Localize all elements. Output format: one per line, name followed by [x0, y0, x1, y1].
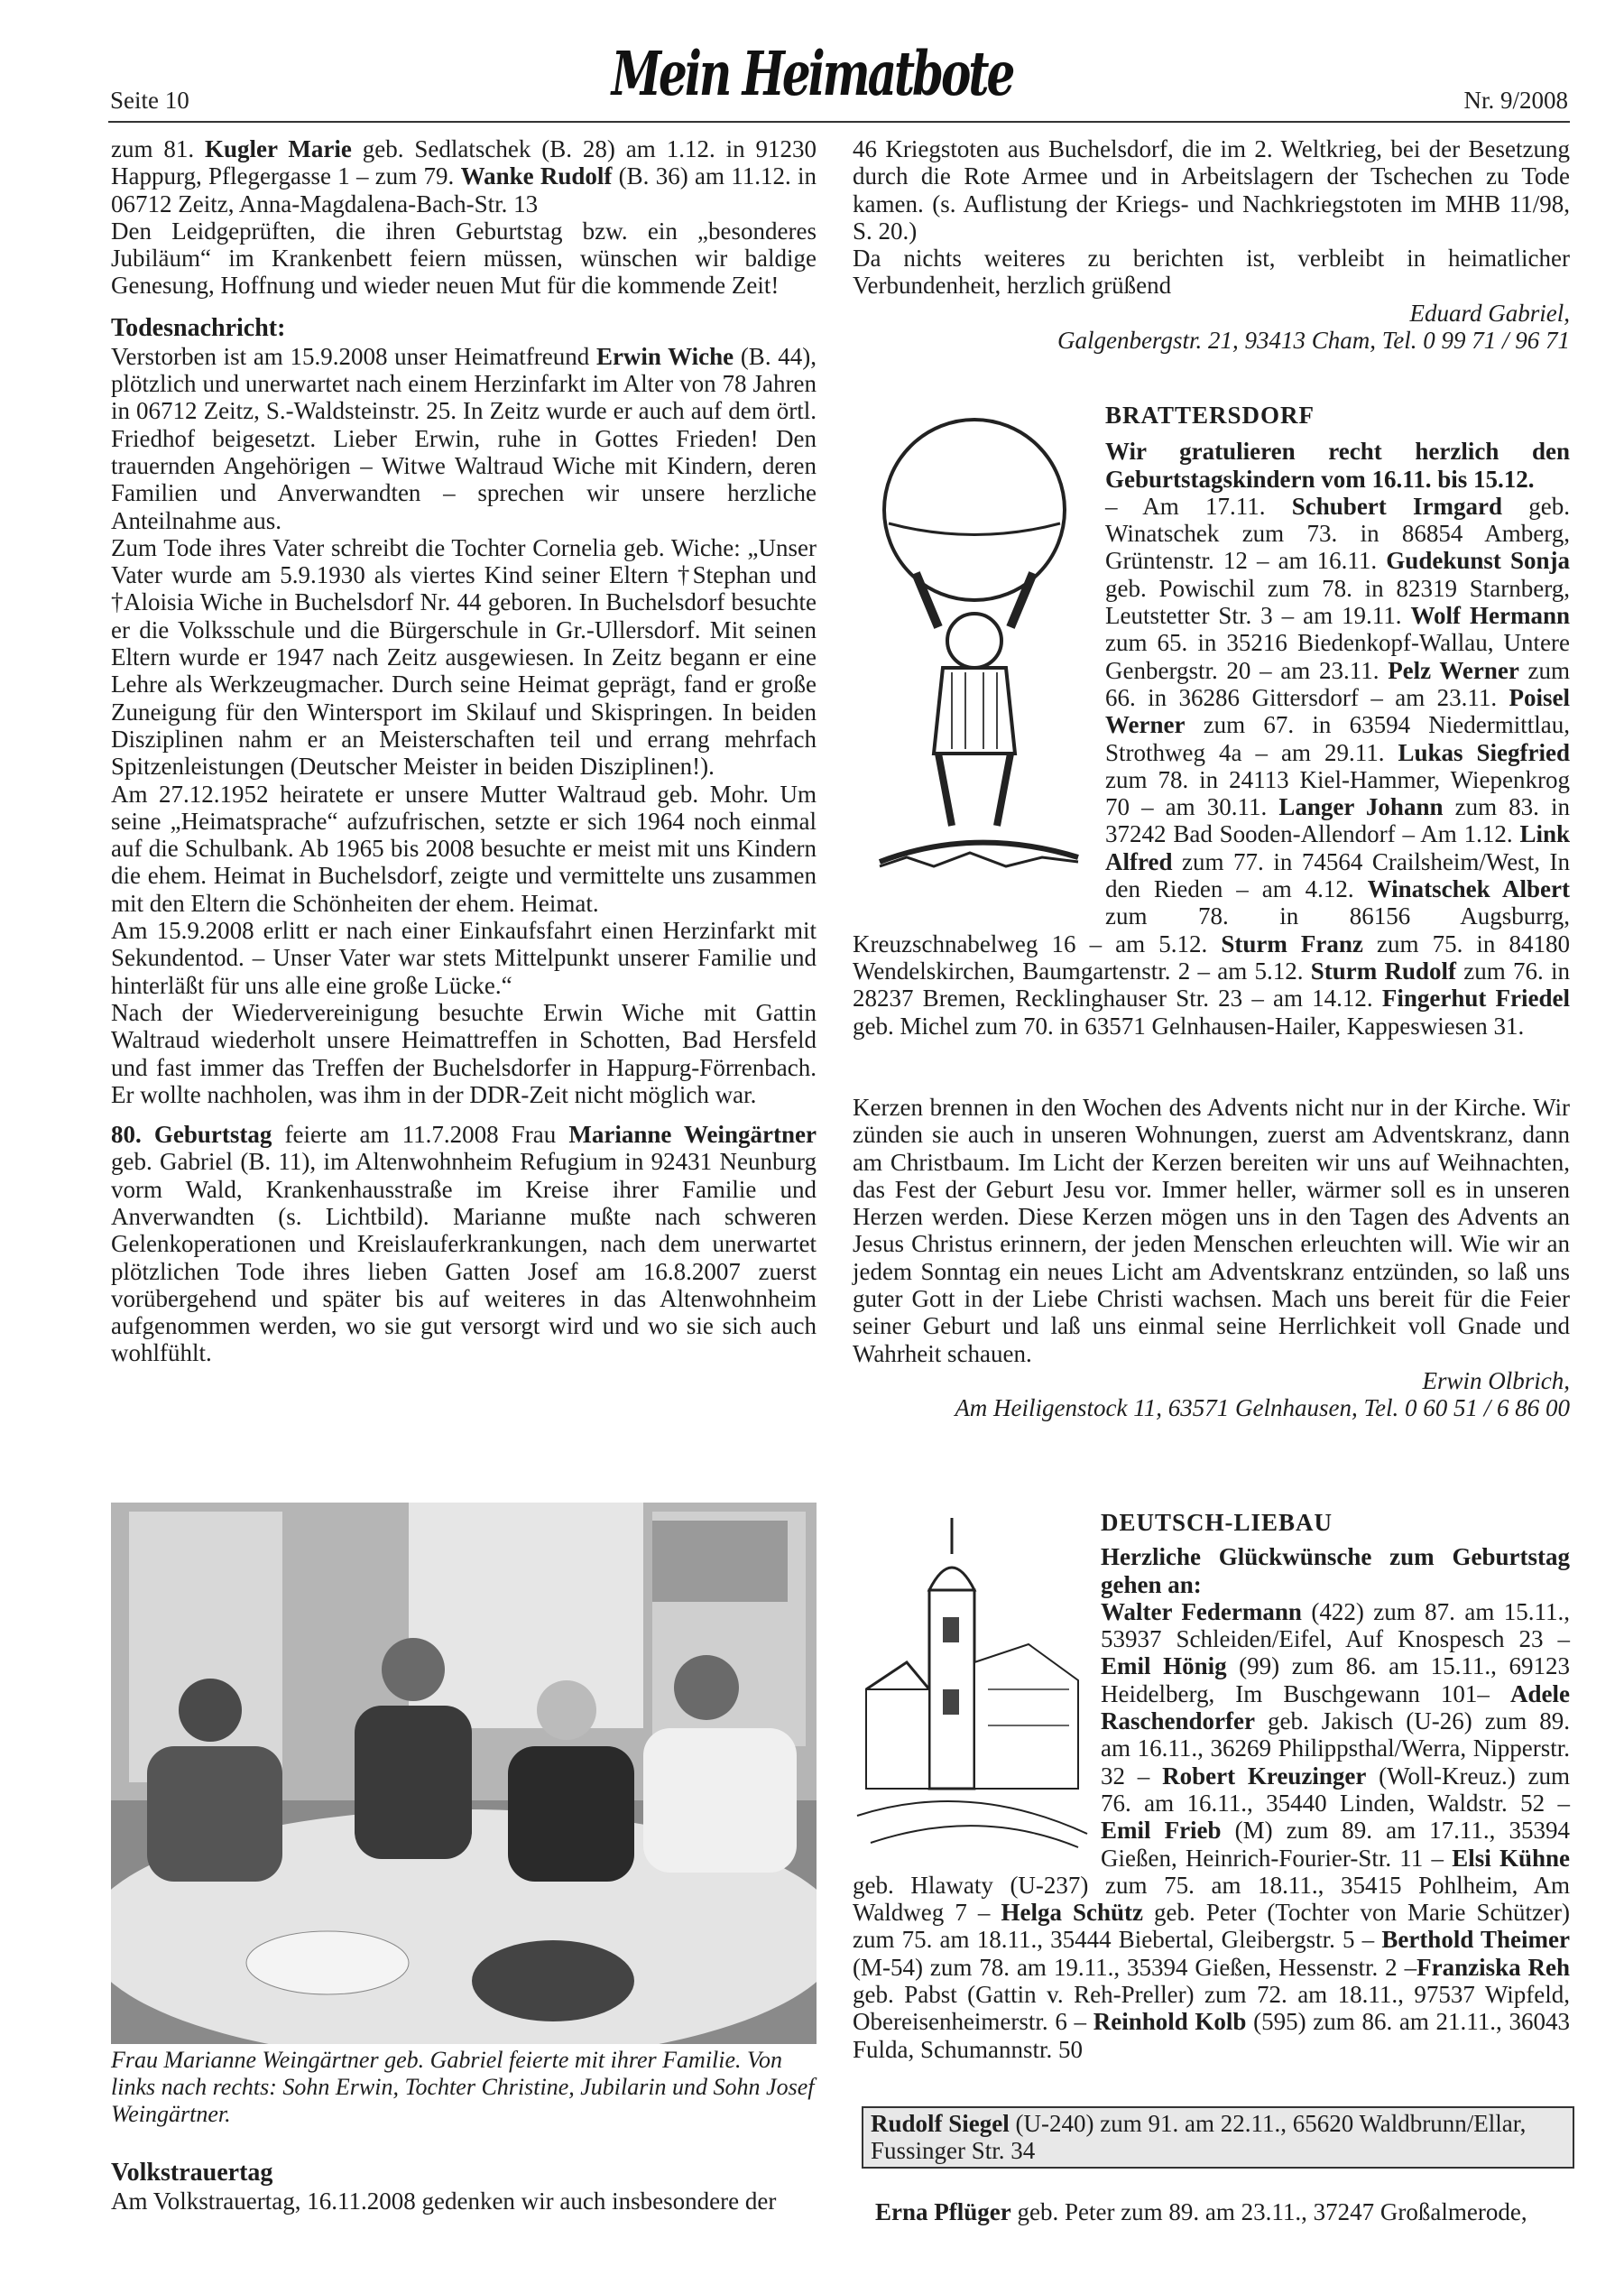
church-illustration: [853, 1509, 1092, 1852]
paragraph: Zum Tode ihres Vater schreibt die Tochter Cornelia geb. Wiche: „Unser Vater wurde am 5.9.1930 als viertes Kind seiner Eltern †Stephan und †Aloisia Wiche in Buchelsdorf Nr. 44 geboren. In Buchelsdorf besuchte er die Volksschule und die Bürgerschule in Gr.-Ullersdorf. Mit seinen Eltern wurde er 1947 nach Zeitz ausgewiesen. In Zeitz begann er eine Lehre als Werkzeugmacher. Durch seine Heimat geprägt, fand er große Zuneigung für den Wintersport im Skilauf und Skispringen. In beiden Disziplinen nahm er an Meisterschaften teil und errang mehrfach Spitzenleistungen (Deutscher Meister in beiden Disziplinen!).: [111, 533, 817, 781]
text-run: zum 66. in 36286 Gittersdorf – am 23.11.: [1105, 656, 1571, 711]
family-photo-image: [111, 1503, 817, 2044]
atlas-statue-illustration: [853, 402, 1096, 907]
text-run: (422) zum 87. am 15.11., 53937 Schleiden/Eifel, Auf Knospesch 23 –: [1101, 1597, 1571, 1653]
bold-name: Emil Frieb: [1101, 1817, 1222, 1845]
bold-name: Berthold Theimer: [1381, 1926, 1570, 1954]
text-run: (M) zum 89. am 17.11., 35394 Gießen, Heinrich-Fourier-Str. 11 –: [1101, 1817, 1570, 1872]
advent-paragraph: Kerzen brennen in den Wochen des Advents nicht nur in der Kirche. Wir zünden sie auch in unseren Wohnungen, zuerst am Adventskranz, dann am Christbaum. Im Licht der Kerzen bereiten wir uns auf Weihnachten, das Fest der Geburt Jesu vor. Immer heller, wärmer soll es in unseren Herzen werden. Diese Kerzen mögen uns in den Tagen des Advents an Jesus Christus erinnern, der jeden Menschen erleuchten will. Wie wir an jedem Sonntag ein neues Licht am Adventskranz entzünden, so laß uns guter Gott in der Liebe Christi wachsen. Mach uns bereit für die Feier seiner Geburt und laß uns einmal seine Herrlichkeit voll Gnade und Wahrheit schauen.: [853, 1094, 1570, 1367]
text-run: feierte am 11.7.2008 Frau: [272, 1121, 569, 1149]
text-run: zum 65. in 35216 Biedenkopf-Wallau, Untere Genbergstr. 20 – am 23.11.: [1105, 629, 1570, 684]
text-run: geb. Powischil zum 78. in 82319 Starnberg, Leutstetter Str. 3 – am 19.11.: [1105, 574, 1570, 630]
brattersdorf-heading: BRATTERSDORF: [1105, 402, 1315, 429]
statue-drawing: [853, 402, 1096, 907]
paragraph: [111, 343, 817, 534]
paragraph: Nach der Wiedervereinigung besuchte Erwin Wiche mit Gattin Waltraud wiederholt unsere Heimattreffen in Schotten, Bad Hersfeld und fast immer das Treffen der Buchelsdorfer in Happurg-Förrenbach. Er wollte nachholen, was ihm in der DDR-Zeit nicht möglich war.: [111, 998, 817, 1108]
bold-name: Lukas Siegfried: [1398, 738, 1570, 766]
text-run: (B. 36) am 11.12. in 06712 Zeitz, Anna-Magdalena-Bach-Str. 13: [111, 162, 817, 217]
text-run: (M-54) zum 78. am 19.11., 35394 Gießen, Hessenstr. 2 –: [853, 1953, 1417, 1981]
text-run: (B. 44), plötzlich und unerwartet nach einem Herzinfarkt im Alter von 78 Jahren in 06712 Zeitz, S.-Waldsteinstr. 25. In Zeitz wurde er auch auf dem örtl. Friedhof beigesetzt. Lieber Erwin, ruhe in Gottes Frieden! Den trauernden Angehörigen – Witwe Waltraud Wiche mit Kindern, deren Familien und Anverwandten – sprechen wir unsere herzliche Anteilnahme aus.: [111, 342, 817, 534]
deutsch-liebau-section: [853, 1509, 1570, 2063]
text-run: zum 78. in 86156 Augsburrg, Kreuzschnabelweg 16 – am 5.12.: [853, 902, 1570, 957]
bold-name: Sturm Franz: [1221, 930, 1363, 957]
paragraph: Den Leidgeprüften, die ihren Geburtstag bzw. ein „besonderes Jubiläum“ im Krankenbett feiern müssen, wünschen wir baldige Genesung, Hoffnung und wieder neuen Mut für die kommende Zeit!: [111, 217, 817, 300]
bold-name: Marianne Weingärtner: [568, 1121, 817, 1149]
text-run: geb. Peter (Tochter von Marie Schützer) zum 75. am 18.11., 35444 Biebertal, Gleibergstr. 5 –: [853, 1899, 1570, 1954]
text-run: geb. Gabriel (B. 11), im Altenwohnheim Refugium in 92431 Neunburg vorm Wald, Krankenhausstraße im Kreise ihrer Familie und Anverwandten (s. Lichtbild). Marianne mußte nach schweren Gelenkoperationen und Kreislauferkrankungen, nach dem unerwartet plötzlichen Tode ihres lieben Gatten Josef am 16.8.2007 zuerst vorübergehend und später bis auf weiteres in das Altenwohnheim aufgenommen werden, wo sie gut versorgt wird und wo sie sich auch wohlfühlt.: [111, 1148, 817, 1367]
bold-name: Elsi Kühne: [1452, 1844, 1570, 1872]
text-run: geb. Pabst (Gattin v. Reh-Preller) zum 72. am 18.11., 97537 Wipfeld, Obereisenheimerstr. 6 –: [853, 1981, 1570, 2036]
bold-name: Rudolf Siegel: [871, 2110, 1010, 2137]
right-column-top: [853, 135, 1570, 354]
header-rule: [108, 121, 1570, 123]
bold-name: Fingerhut Friedel: [1381, 985, 1571, 1013]
page-number: Seite 10: [110, 87, 189, 114]
church-drawing: [853, 1509, 1092, 1852]
left-column-text: [111, 135, 817, 1367]
advent-section: [853, 1094, 1570, 1422]
issue-number: Nr. 9/2008: [1463, 87, 1568, 114]
text-run: (99) zum 86. am 15.11., 69123 Heidelberg, Im Buschgewann 101–: [1101, 1652, 1571, 1707]
bold-name: Kugler Marie: [205, 135, 352, 162]
text-run: Verstorben ist am 15.9.2008 unser Heimatfreund: [111, 342, 596, 370]
bold-name: Poisel Werner: [1105, 683, 1570, 739]
bold-name: Erwin Wiche: [595, 342, 734, 370]
bold-name: Emil Hönig: [1101, 1652, 1227, 1680]
signature-name: Eduard Gabriel,: [1409, 299, 1570, 327]
bold-name: Helga Schütz: [1001, 1899, 1143, 1927]
bold-name: Winatschek Albert: [1367, 875, 1570, 903]
text-run: geb. Sedlatschek (B. 28) am 1.12. in 91230 Happurg, Pflegergasse 1 – zum 79.: [111, 135, 817, 190]
text-run: (595) zum 86. am 21.11., 36043 Fulda, Schumannstr. 50: [853, 2008, 1570, 2063]
deutsch-liebau-heading: DEUTSCH-LIEBAU: [1101, 1509, 1333, 1536]
text-run: zum 75. in 84180 Wendelskirchen, Baumgartenstr. 2 – am 5.12.: [853, 930, 1570, 985]
text-run: geb. Jakisch (U-26) zum 89. am 16.11., 36269 Philippsthal/Werra, Nipperstr. 32 –: [1101, 1707, 1570, 1790]
bold-name: Schubert Irmgard: [1291, 492, 1503, 520]
bold-name: Erna Pflüger: [875, 2198, 1011, 2225]
text-run: zum 78. in 24113 Kiel-Hammer, Wiepenkrog 70 – am 30.11.: [1105, 765, 1570, 821]
bold-name: Sturm Rudolf: [1310, 957, 1456, 985]
text-run: zum 83. in 37242 Bad Sooden-Allendorf – Am 1.12.: [1105, 793, 1571, 848]
paragraph: [111, 135, 817, 217]
highlighted-birthday-box: [862, 2106, 1574, 2169]
text-run: geb. Hlawaty (U-237) zum 75. am 18.11., 35415 Pohlheim, Am Waldweg 7 –: [853, 1871, 1570, 1927]
paragraph: Am 15.9.2008 erlitt er nach einer Einkaufsfahrt einen Herzinfarkt mit Sekundentod. – Unser Vater war stets Mittelpunkt unserer Familie und hinterläßt für uns alle eine große Lücke.“: [111, 917, 817, 999]
text-run: geb. Michel zum 70. in 63571 Gelnhausen-Hailer, Kappeswiesen 31.: [853, 1012, 1525, 1040]
text-run: (Woll-Kreuz.) zum 76. am 16.11., 35440 Linden, Waldstr. 52 –: [1101, 1762, 1570, 1817]
text-run: zum 81.: [111, 135, 206, 162]
bold-name: Link Alfred: [1105, 820, 1570, 875]
brattersdorf-intro: Wir gratulieren recht herzlich den Geburtstagskindern vom 16.11. bis 15.12.: [1105, 438, 1570, 493]
family-photo: [111, 1503, 817, 2044]
bold-name: Robert Kreuzinger: [1162, 1762, 1367, 1790]
text-run: zum 77. in 74564 Crailsheim/West, In den Rieden – am 4.12.: [1105, 847, 1570, 903]
paragraph: [111, 1121, 817, 1367]
signature-address: Galgenbergstr. 21, 93413 Cham, Tel. 0 99 71 / 96 71: [1057, 327, 1570, 355]
text-run: zum 67. in 63594 Niedermittlau, Strothweg 4a – am 29.11.: [1105, 711, 1570, 766]
bold-name: Reinhold Kolb: [1093, 2008, 1247, 2036]
bold-name: Pelz Werner: [1388, 656, 1519, 684]
text-run: geb. Winatschek zum 73. in 86854 Amberg, Grüntenstr. 12 – am 16.11.: [1105, 492, 1570, 575]
text-run: (U-240) zum 91. am 22.11., 65620 Waldbrunn/Ellar, Fussinger Str. 34: [871, 2110, 1527, 2165]
paragraph: Da nichts weiteres zu berichten ist, verbleibt in heimatlicher Verbundenheit, herzlich grüßend: [853, 245, 1570, 300]
paragraph: Am Volkstrauertag, 16.11.2008 gedenken wir auch insbesondere der: [111, 2188, 777, 2215]
bold-name: Walter Federmann: [1101, 1597, 1302, 1625]
paragraph: Am 27.12.1952 heiratete er unsere Mutter Waltraud geb. Mohr. Um seine „Heimatsprache“ aufzufrischen, setzte er sich 1964 noch einmal auf die Schulbank. Ab 1965 bis 2008 besuchte er meist mit uns Kindern die ehem. Heimat in Buchelsdorf, zeigte und vermittelte uns zusammen mit den Eltern die Schönheiten der ehem. Heimat.: [111, 780, 817, 917]
signature-name: Erwin Olbrich,: [1422, 1366, 1570, 1394]
bold-name: Langer Johann: [1278, 793, 1444, 821]
text-run: geb. Peter zum 89. am 23.11., 37247 Großalmerode,: [1010, 2198, 1527, 2225]
volkstrauertag-section: [111, 2150, 817, 2215]
bold-name: Franziska Reh: [1416, 1953, 1571, 1981]
bold-name: Wolf Hermann: [1410, 602, 1570, 630]
volkstrauertag-heading: Volkstrauertag: [111, 2159, 273, 2187]
bold-name: Wanke Rudolf: [460, 162, 613, 190]
paragraph: 46 Kriegstoten aus Buchelsdorf, die im 2. Weltkrieg, bei der Besetzung durch die Rote Armee und in Arbeitslagern der Tschechen zu Tode kamen. (s. Auflistung der Kriegs- und Nachkriegstoten im MHB 11/98, S. 20.): [853, 135, 1570, 245]
death-notice-heading: Todesnachricht:: [111, 313, 286, 342]
photo-caption: Frau Marianne Weingärtner geb. Gabriel feierte mit ihrer Familie. Von links nach rechts: Sohn Erwin, Tochter Christine, Jubilarin und Sohn Josef Weingärtner.: [111, 2047, 815, 2127]
text-run: zum 76. in 28237 Bremen, Recklinghauser Str. 23 – am 14.12.: [853, 957, 1570, 1013]
bold-name: 80. Geburtstag: [111, 1121, 272, 1149]
text-run: – Am 17.11.: [1105, 492, 1292, 520]
bold-name: Adele Raschendorfer: [1101, 1679, 1570, 1735]
deutsch-liebau-intro: Herzliche Glückwünsche zum Geburtstag gehen an:: [1101, 1543, 1570, 1598]
masthead-logo: Mein Heimatbote: [611, 37, 1013, 110]
paragraph: [875, 2198, 1570, 2225]
last-entry: [875, 2198, 1570, 2225]
bold-name: Gudekunst Sonja: [1386, 547, 1570, 575]
signature-address: Am Heiligenstock 11, 63571 Gelnhausen, Tel. 0 60 51 / 6 86 00: [955, 1394, 1570, 1422]
brattersdorf-section: [853, 402, 1570, 1040]
